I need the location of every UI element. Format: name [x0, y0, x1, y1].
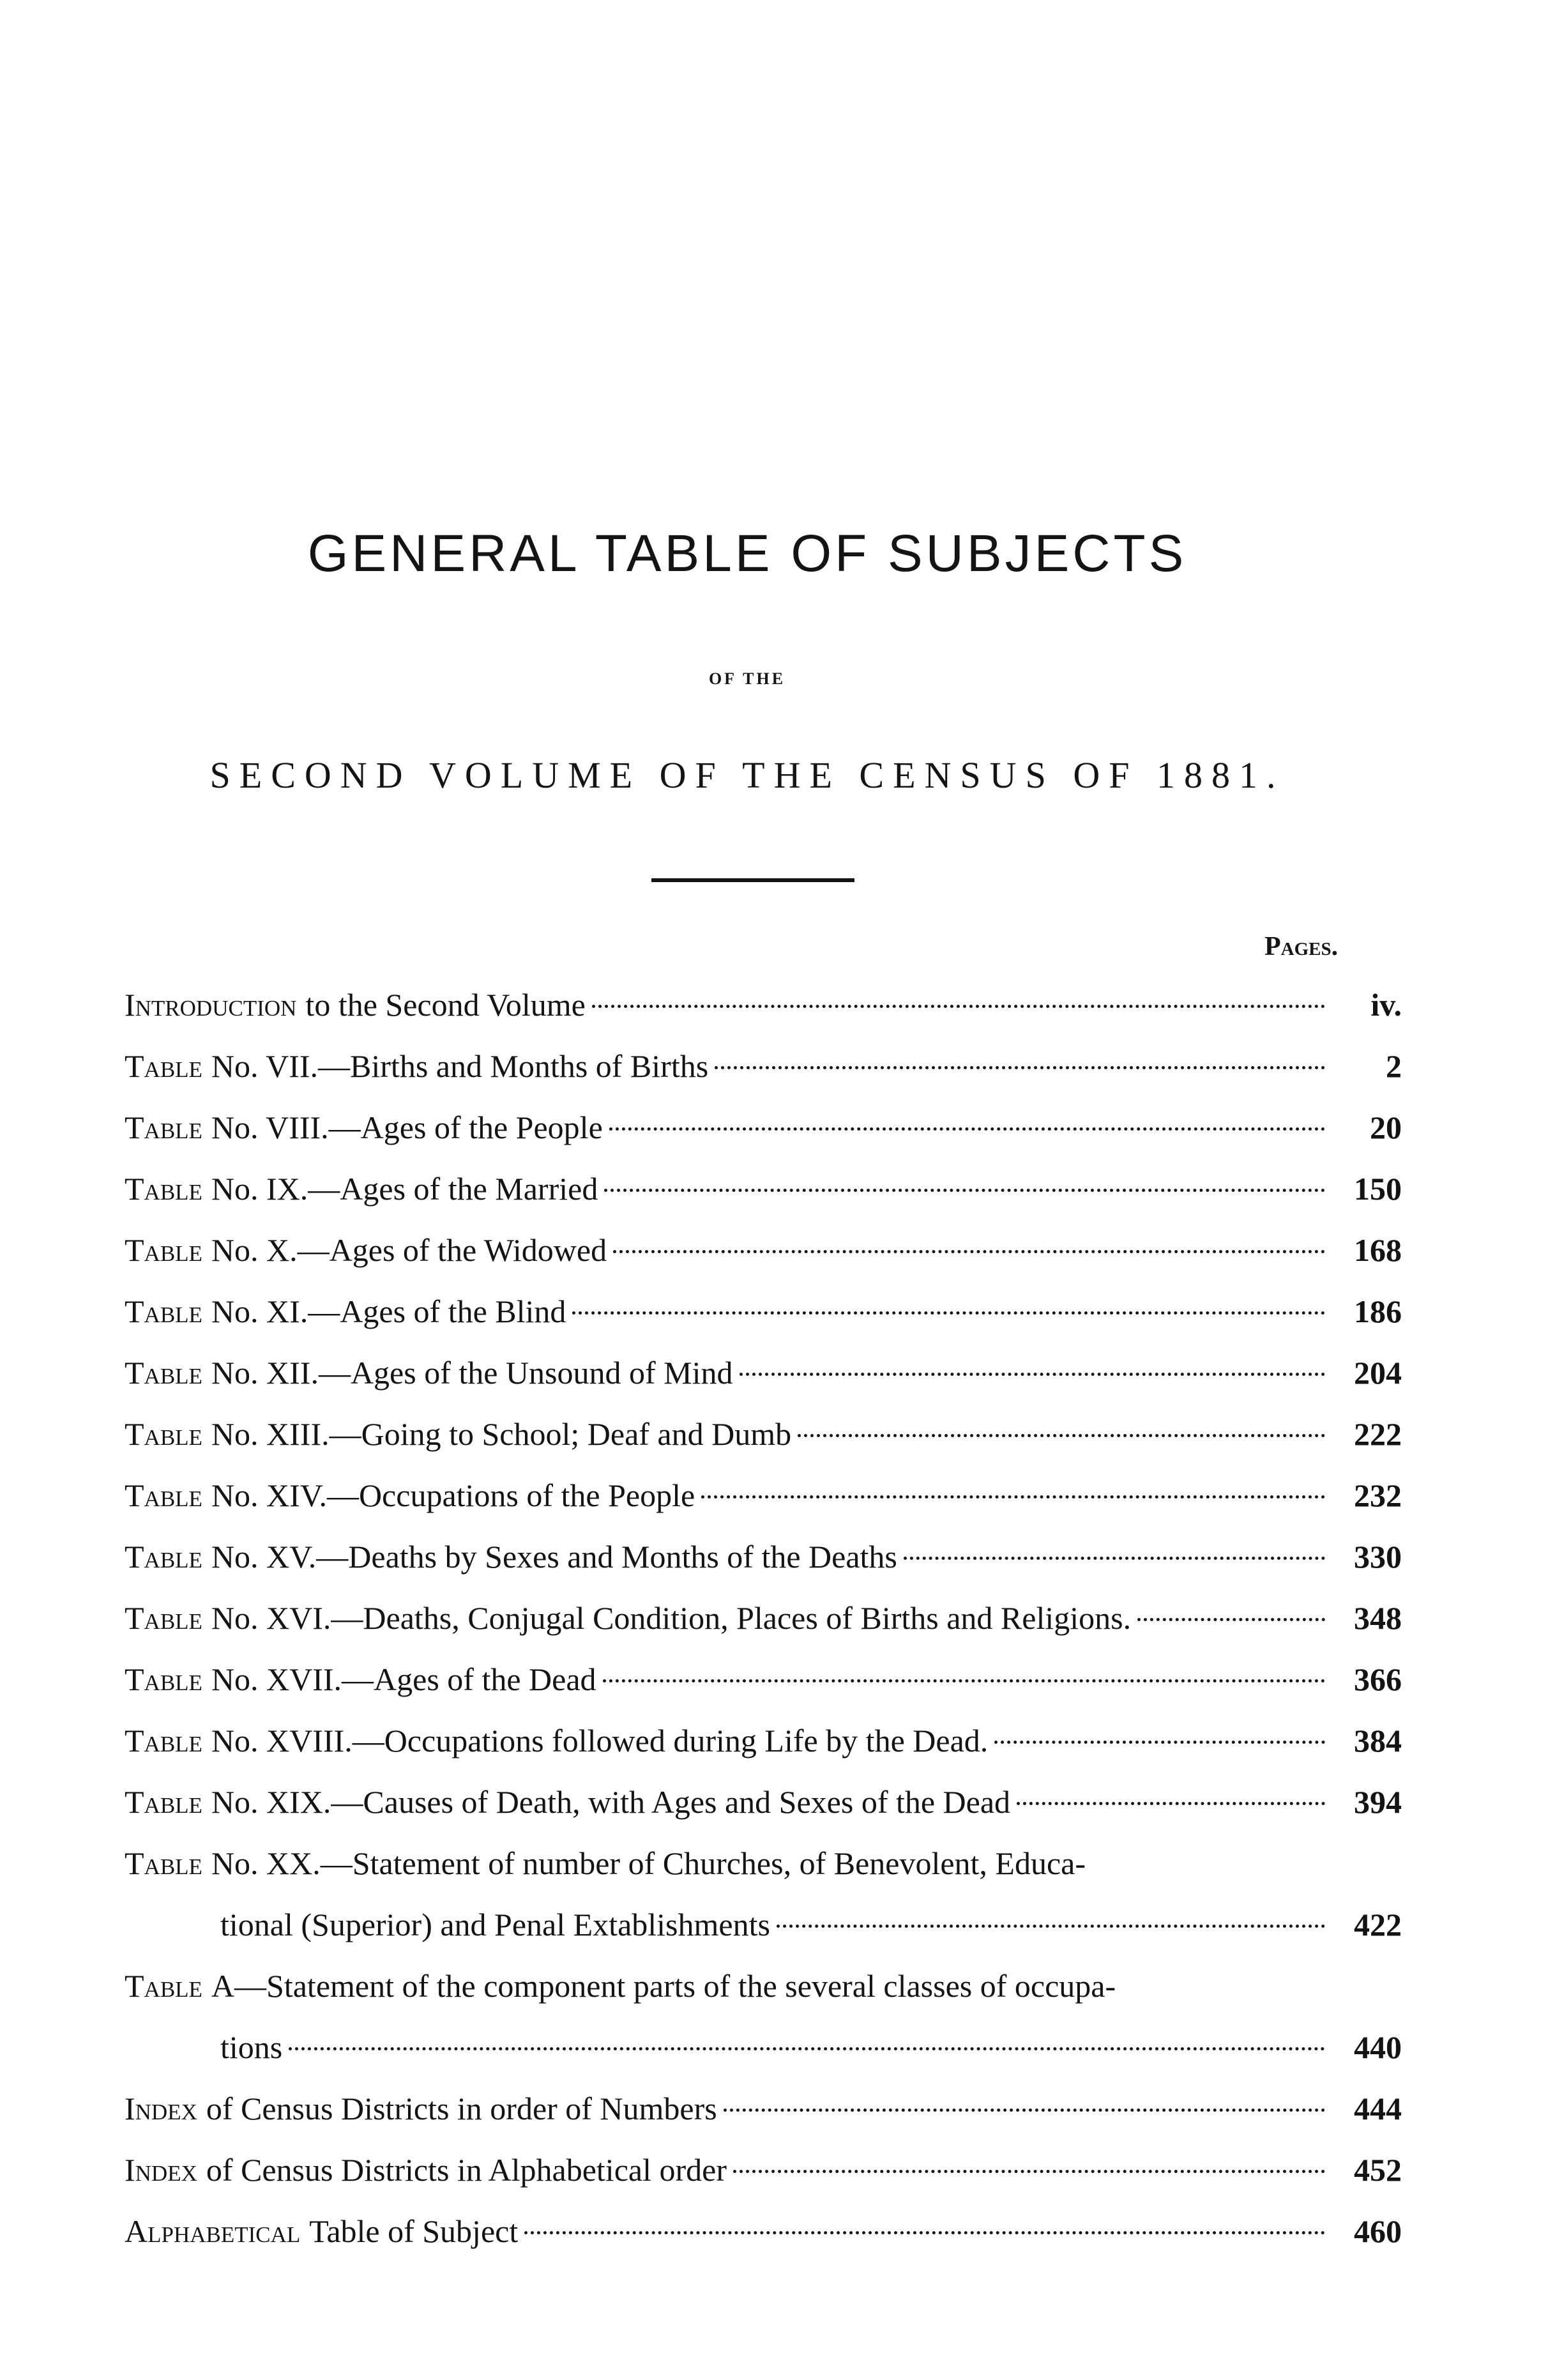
dot-leader	[724, 2109, 1325, 2112]
entry-page-number: 330	[1354, 1539, 1402, 1575]
entry-page-number: 232	[1354, 1477, 1402, 1513]
entry-heading: Table	[125, 1416, 202, 1452]
contents-entry	[125, 1771, 1402, 1833]
contents-entry	[125, 2139, 1402, 2201]
contents-entry	[125, 1465, 1402, 1526]
entry-page-number: 2	[1386, 1048, 1402, 1084]
contents-list	[125, 974, 1402, 2262]
entry-heading: Table	[125, 1048, 202, 1084]
entry-page-number: 440	[1354, 2029, 1402, 2065]
page-title: GENERAL TABLE OF SUBJECTS	[307, 524, 1187, 583]
entry-heading: Table	[125, 1477, 202, 1513]
entry-heading: Index	[125, 2091, 197, 2126]
contents-entry	[125, 2201, 1402, 2262]
entry-title: No. XIX.—Causes of Death, with Ages and Sexes of the Dead	[211, 1784, 1011, 1820]
dot-leader	[289, 2047, 1325, 2050]
contents-entry-continuation	[125, 1894, 1402, 1955]
contents-entry	[125, 1710, 1402, 1771]
entry-page-number: 348	[1354, 1600, 1402, 1636]
entry-title: No. IX.—Ages of the Married	[211, 1171, 598, 1207]
entry-page-number: 384	[1354, 1723, 1402, 1758]
dot-leader	[592, 1005, 1325, 1008]
entry-title: No. XVI.—Deaths, Conjugal Condition, Places of Births and Religions.	[211, 1600, 1132, 1636]
entry-title: No. XVII.—Ages of the Dead	[211, 1661, 596, 1697]
contents-entry	[125, 974, 1402, 1035]
dot-leader	[798, 1434, 1325, 1437]
entry-heading: Table	[125, 1784, 202, 1820]
contents-entry	[125, 1833, 1402, 1894]
contents-entry	[125, 1158, 1402, 1219]
entry-heading: Table	[125, 1539, 202, 1575]
entry-page-number: 204	[1354, 1355, 1402, 1391]
entry-title-continuation: tions	[220, 2029, 283, 2065]
entry-page-number: 186	[1354, 1293, 1402, 1329]
contents-entry	[125, 2078, 1402, 2139]
entry-title: No. XVIII.—Occupations followed during Life by the Dead.	[211, 1723, 989, 1758]
entry-heading: Introduction	[125, 987, 297, 1023]
contents-entry	[125, 1587, 1402, 1649]
dot-leader	[904, 1557, 1325, 1560]
entry-title: No. X.—Ages of the Widowed	[211, 1232, 607, 1268]
entry-heading: Table	[125, 1171, 202, 1207]
pages-column-heading: Pages.	[1264, 932, 1339, 961]
dot-leader	[609, 1127, 1325, 1131]
dot-leader	[524, 2231, 1325, 2234]
contents-entry-continuation	[125, 2017, 1402, 2078]
entry-title: No. XIII.—Going to School; Deaf and Dumb	[211, 1416, 792, 1452]
entry-page-number: 394	[1354, 1784, 1402, 1820]
dot-leader	[715, 1066, 1325, 1069]
entry-title: No. XI.—Ages of the Blind	[211, 1293, 566, 1329]
entry-title: No. XII.—Ages of the Unsound of Mind	[211, 1355, 733, 1391]
dot-leader	[613, 1250, 1325, 1253]
contents-entry	[125, 1035, 1402, 1097]
entry-page-number: 20	[1370, 1110, 1402, 1145]
dot-leader	[604, 1189, 1325, 1192]
entry-heading: Table	[125, 1845, 202, 1881]
entry-heading: Table	[125, 1661, 202, 1697]
entry-page-number: 460	[1354, 2213, 1402, 2249]
dot-leader	[733, 2170, 1325, 2173]
entry-title: Table of Subject	[309, 2213, 519, 2249]
entry-heading: Table	[125, 1968, 202, 2004]
entry-title: No. XV.—Deaths by Sexes and Months of the Deaths	[211, 1539, 897, 1575]
dot-leader	[994, 1741, 1325, 1744]
entry-page-number: 222	[1354, 1416, 1402, 1452]
entry-page-number: 168	[1354, 1232, 1402, 1268]
entry-heading: Table	[125, 1110, 202, 1145]
entry-title: of Census Districts in order of Numbers	[206, 2091, 717, 2126]
entry-heading: Alphabetical	[125, 2213, 301, 2249]
entry-heading: Table	[125, 1355, 202, 1391]
entry-heading: Index	[125, 2152, 197, 2188]
entry-title: No. VIII.—Ages of the People	[211, 1110, 603, 1145]
contents-entry	[125, 1097, 1402, 1158]
title-connector: OF THE	[708, 669, 786, 688]
contents-entry	[125, 1649, 1402, 1710]
entry-heading: Table	[125, 1232, 202, 1268]
dot-leader	[1017, 1802, 1325, 1805]
entry-page-number: 150	[1354, 1171, 1402, 1207]
entry-heading: Table	[125, 1600, 202, 1636]
entry-page-number: 452	[1354, 2152, 1402, 2188]
entry-page-number: 444	[1354, 2091, 1402, 2126]
dot-leader	[603, 1679, 1325, 1682]
dot-leader	[777, 1925, 1325, 1928]
entry-heading: Table	[125, 1293, 202, 1329]
contents-entry	[125, 1526, 1402, 1587]
contents-entry	[125, 1955, 1402, 2017]
page-subtitle: SECOND VOLUME OF THE CENSUS OF 1881.	[209, 754, 1285, 796]
entry-title: No. XX.—Statement of number of Churches, of Benevolent, Educa-	[211, 1845, 1086, 1881]
entry-title: A—Statement of the component parts of the several classes of occupa-	[211, 1968, 1116, 2004]
dot-leader	[701, 1495, 1325, 1499]
entry-title: of Census Districts in Alphabetical order	[206, 2152, 727, 2188]
entry-title: to the Second Volume	[305, 987, 586, 1023]
dot-leader	[572, 1311, 1325, 1315]
dot-leader	[1137, 1618, 1325, 1621]
contents-entry	[125, 1403, 1402, 1465]
entry-page-number: 422	[1354, 1907, 1402, 1942]
contents-entry	[125, 1219, 1402, 1281]
entry-heading: Table	[125, 1723, 202, 1758]
dot-leader	[740, 1373, 1326, 1376]
entry-page-number: 366	[1354, 1661, 1402, 1697]
entry-title-continuation: tional (Superior) and Penal Extablishments	[220, 1907, 770, 1942]
contents-entry	[125, 1342, 1402, 1403]
entry-page-number: iv.	[1370, 987, 1402, 1023]
title-divider	[651, 878, 854, 882]
entry-title: No. VII.—Births and Months of Births	[211, 1048, 709, 1084]
contents-entry	[125, 1281, 1402, 1342]
entry-title: No. XIV.—Occupations of the People	[211, 1477, 695, 1513]
